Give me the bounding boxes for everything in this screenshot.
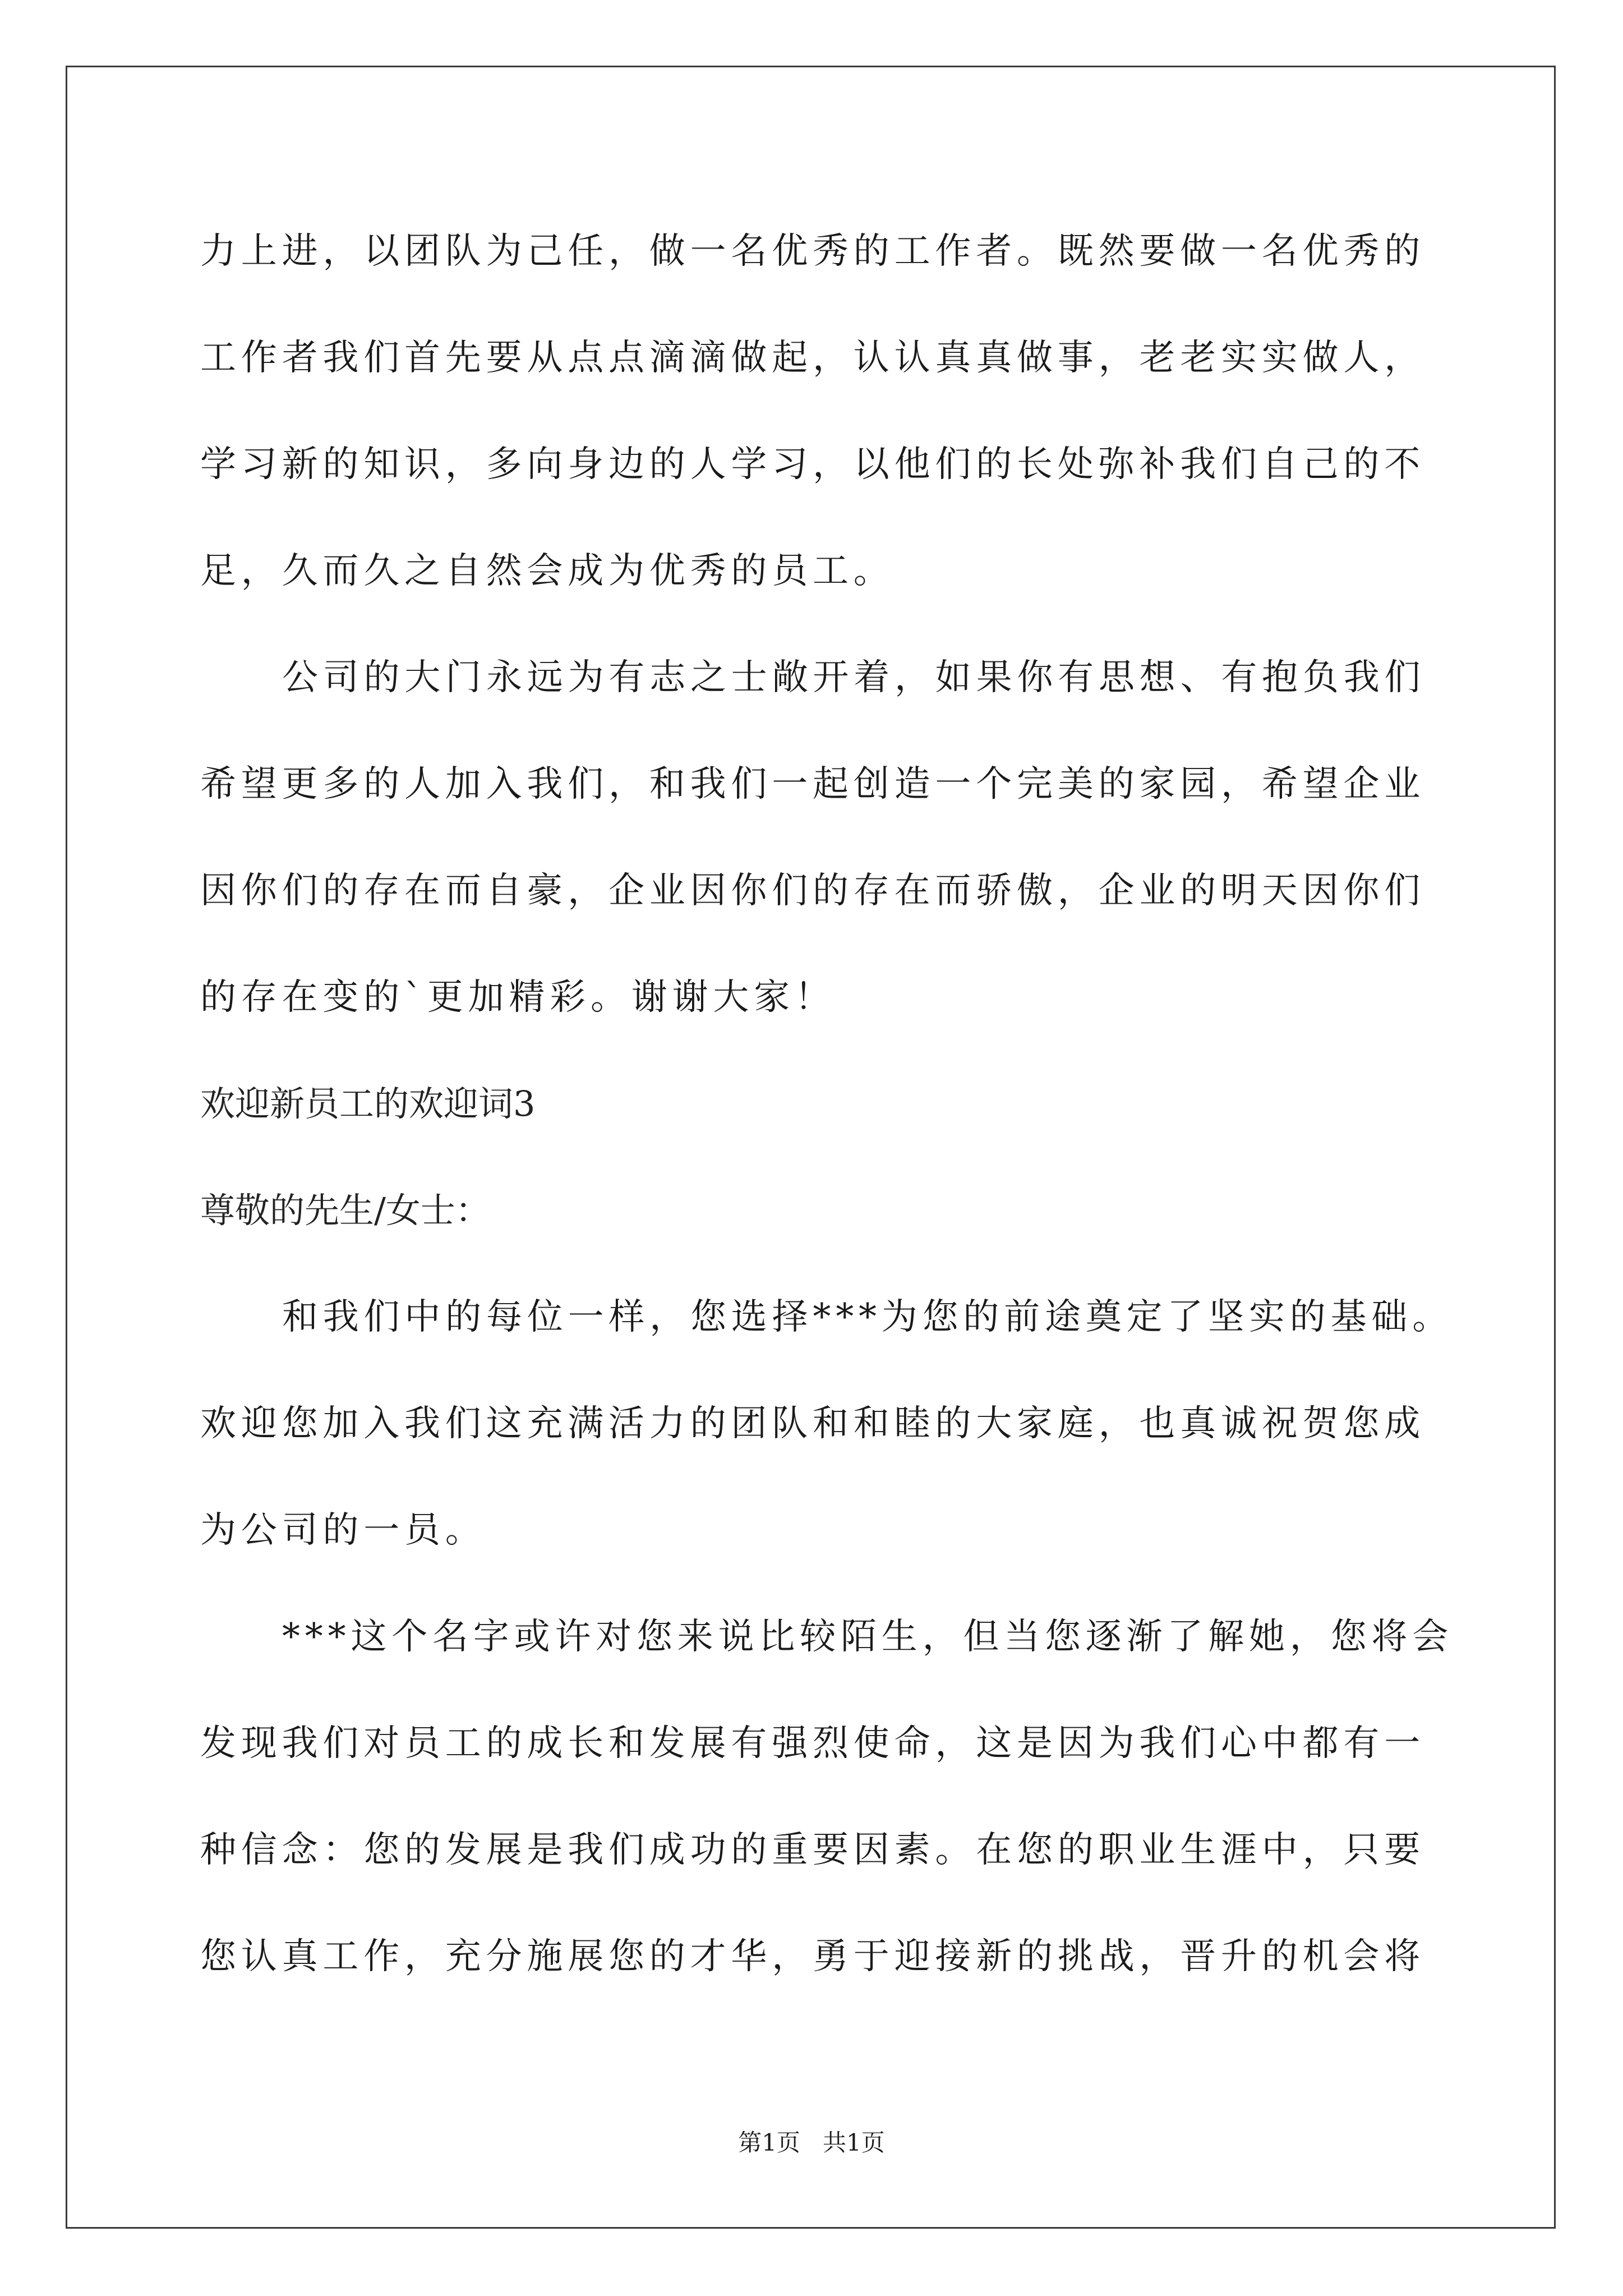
text-line: 工作者我们首先要从点点滴滴做起，认认真真做事，老老实实做人， <box>200 337 1425 379</box>
text-line: 发现我们对员工的成长和发展有强烈使命，这是因为我们心中都有一 <box>200 1723 1425 1764</box>
paragraph-first-line: 和我们中的每位一样，您选择***为您的前途奠定了坚实的基础。 <box>282 1296 1453 1338</box>
paragraph-first-line: 公司的大门永远为有志之士敞开着，如果你有思想、有抱负我们 <box>282 657 1426 698</box>
text-line: 您认真工作，充分施展您的才华，勇于迎接新的挑战，晋升的机会将 <box>200 1936 1425 1977</box>
text-line: 欢迎您加入我们这充满活力的团队和和睦的大家庭，也真诚祝贺您成 <box>200 1403 1425 1444</box>
document-body <box>200 198 1490 2010</box>
text-line: 力上进，以团队为己任，做一名优秀的工作者。既然要做一名优秀的 <box>200 231 1425 272</box>
text-line: 的存在变的`更加精彩。谢谢大家！ <box>200 977 836 1018</box>
page-number-footer: 第1页 共1页 <box>738 2129 885 2156</box>
text-line: 为公司的一员。 <box>200 1510 486 1551</box>
section-title: 欢迎新员工的欢迎词3 <box>200 1083 536 1124</box>
paragraph-first-line: ***这个名字或许对您来说比较陌生，但当您逐渐了解她，您将会 <box>282 1616 1453 1658</box>
text-line: 因你们的存在而自豪，企业因你们的存在而骄傲，企业的明天因你们 <box>200 870 1425 912</box>
text-line: 足，久而久之自然会成为优秀的员工。 <box>200 550 895 592</box>
text-line: 希望更多的人加入我们，和我们一起创造一个完美的家园，希望企业 <box>200 763 1425 805</box>
text-line: 种信念：您的发展是我们成功的重要因素。在您的职业生涯中，只要 <box>200 1829 1425 1871</box>
salutation: 尊敬的先生/女士： <box>200 1190 490 1231</box>
text-line: 学习新的知识，多向身边的人学习，以他们的长处弥补我们自己的不 <box>200 444 1425 485</box>
